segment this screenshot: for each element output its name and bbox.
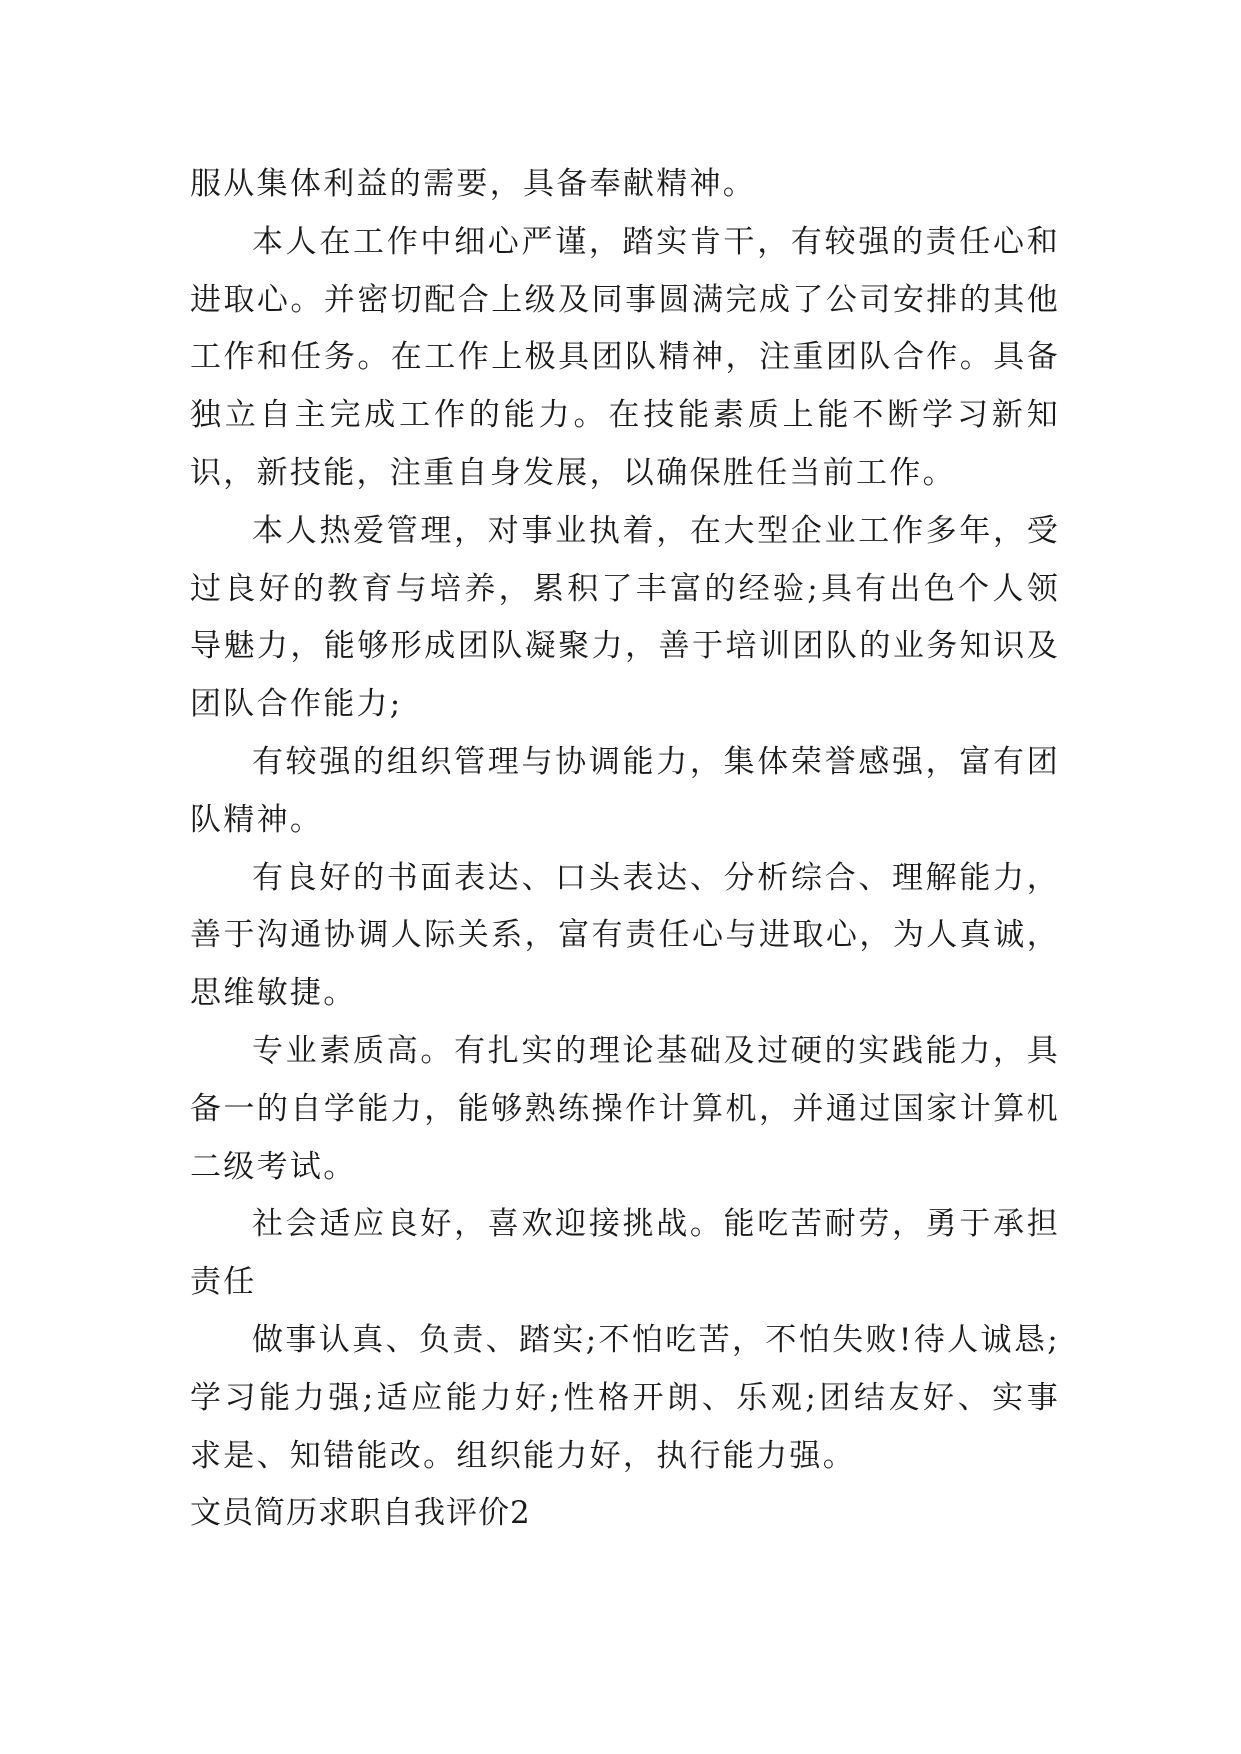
document-body: [190, 156, 1060, 1543]
paragraph-organization: 有较强的组织管理与协调能力，集体荣誉感强，富有团队精神。: [190, 743, 1060, 838]
paragraph-adaptability: 社会适应良好，喜欢迎接挑战。能吃苦耐劳，勇于承担责任: [190, 1206, 1060, 1301]
section-heading: 文员简历求职自我评价2: [190, 1495, 531, 1532]
paragraph-character: 做事认真、负责、踏实;不怕吃苦，不怕失败!待人诚恳;学习能力强;适应能力好;性格开朗、乐观;团结友好、实事求是、知错能改。组织能力好，执行能力强。: [190, 1321, 1060, 1474]
paragraph-work-attitude: 本人在工作中细心严谨，踏实肯干，有较强的责任心和进取心。并密切配合上级及同事圆满完成了公司安排的其他工作和任务。在工作上极具团队精神，注重团队合作。具备独立自主完成工作的能力。在技能素质上能不断学习新知识，新技能，注重自身发展，以确保胜任当前工作。: [190, 223, 1060, 491]
paragraph-communication: 有良好的书面表达、口头表达、分析综合、理解能力，善于沟通协调人际关系，富有责任心与进取心，为人真诚，思维敏捷。: [190, 859, 1060, 1012]
paragraph-professional: 专业素质高。有扎实的理论基础及过硬的实践能力，具备一的自学能力，能够熟练操作计算机，并通过国家计算机二级考试。: [190, 1032, 1060, 1185]
paragraph-management: 本人热爱管理，对事业执着，在大型企业工作多年，受过良好的教育与培养，累积了丰富的经验;具有出色个人领导魅力，能够形成团队凝聚力，善于培训团队的业务知识及团队合作能力;: [190, 512, 1060, 723]
paragraph-continuation: 服从集体利益的需要，具备奉献精神。: [190, 166, 757, 202]
